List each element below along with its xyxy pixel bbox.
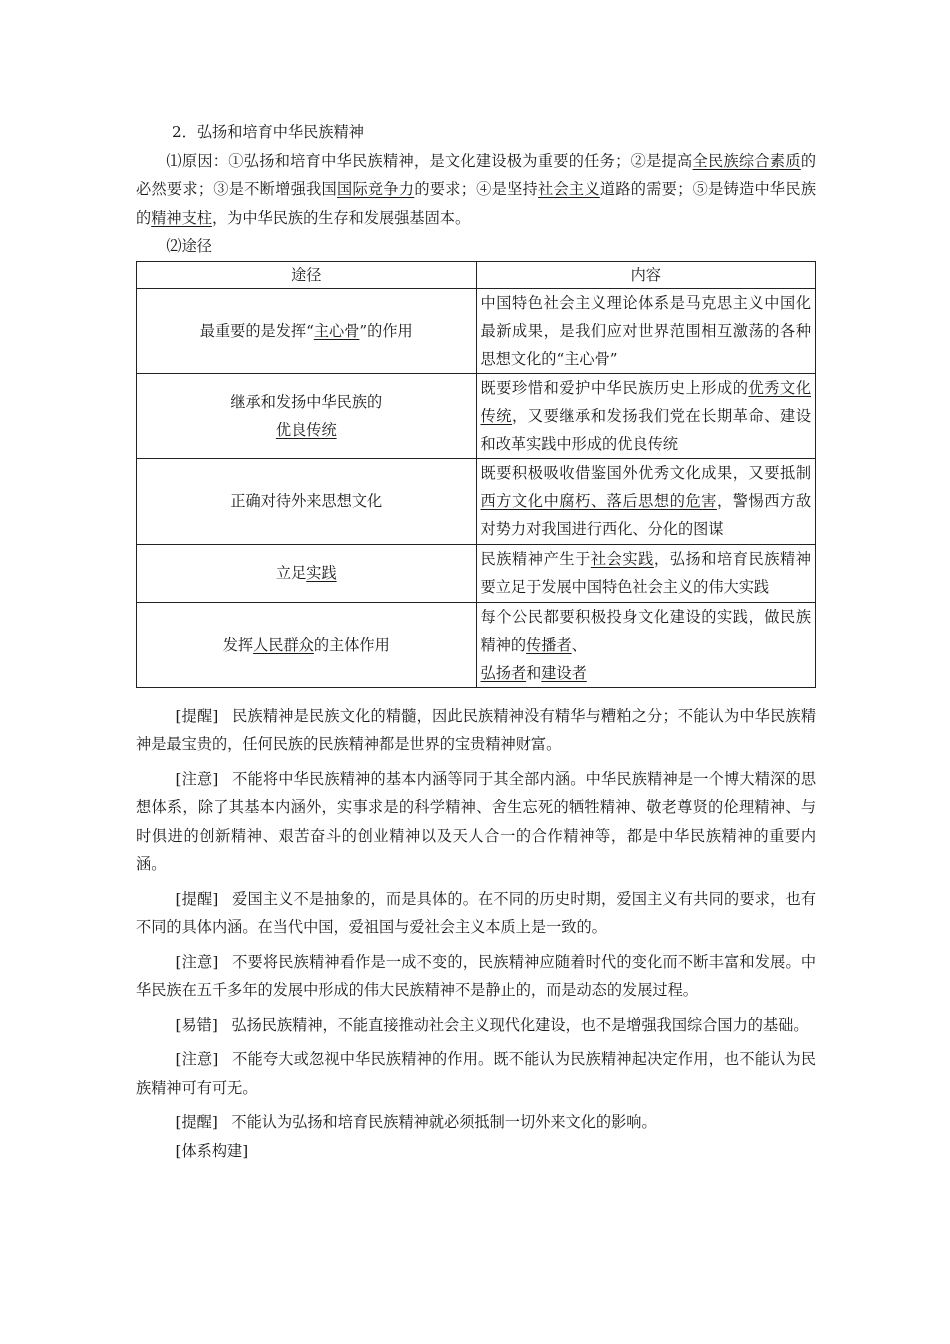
note-text: 民族精神是民族文化的精髓，因此民族精神没有精华与糟粕之分；不能认为中华民族精神是最宝贵的，任何民族的民族精神都是世界的宝贵精神财富。 [136, 706, 817, 753]
reason-text: 的必然要求；③是不断增强我国 [136, 151, 817, 198]
reason-text: 道路的需要；⑤是铸造中华民族的 [136, 180, 817, 227]
note-tag: [注意] [175, 1050, 219, 1068]
route-cell: 继承和发扬中华民族的 优良传统 [137, 373, 477, 458]
reason-paragraph [136, 147, 816, 233]
reason-text: 的要求；④是坚持 [414, 180, 538, 198]
note-tag: [提醒] [175, 1113, 218, 1131]
content-cell: 中国特色社会主义理论体系是马克思主义中国化最新成果，是我们应对世界范围相互激荡的各种思想文化的“主心骨” [476, 288, 816, 373]
reason-text: ⑴原因：①弘扬和培育中华民族精神，是文化建设极为重要的任务；②是提高 [166, 151, 693, 170]
note-paragraph [136, 1108, 816, 1137]
note-tag: [易错] [175, 1015, 218, 1034]
route-cell: 立足实践 [137, 544, 477, 602]
note-text: 不能认为弘扬和培育民族精神就必须抵制一切外来文化的影响。 [231, 1113, 657, 1131]
key-term: 社会主义 [538, 180, 600, 198]
key-term: 国际竞争力 [337, 180, 415, 198]
note-paragraph [136, 948, 816, 1005]
note-text: 爱国主义不是抽象的，而是具体的。在不同的历史时期，爱国主义有共同的要求，也有不同的具体内涵。在当代中国，爱祖国与爱社会主义本质上是一致的。 [136, 889, 817, 936]
note-tag: [提醒] [175, 889, 219, 908]
route-cell: 正确对待外来思想文化 [137, 458, 477, 544]
reason-text: ，为中华民族的生存和发展强基固本。 [211, 208, 471, 227]
table-row [137, 458, 816, 544]
table-row [137, 288, 816, 373]
note-text: 不能将中华民族精神的基本内涵等同于其全部内涵。中华民族精神是一个博大精深的思想体系，除了其基本内涵外，实事求是的科学精神、舍生忘死的牺牲精神、敬老尊贤的伦理精神、与时俱进的创新精神、艰苦奋斗的创业精神以及天人合一的合作精神等，都是中华民族精神的重要内涵。 [136, 769, 817, 873]
note-tag: [注意] [175, 952, 219, 971]
route-cell: 发挥人民群众的主体作用 [137, 602, 477, 687]
content-cell: 民族精神产生于社会实践，弘扬和培育民族精神要立足于发展中国特色社会主义的伟大实践 [476, 544, 816, 602]
column-header-route: 途径 [137, 261, 477, 288]
note-paragraph [136, 702, 816, 759]
content-cell: 既要积极吸收借鉴国外优秀文化成果，又要抵制西方文化中腐朽、落后思想的危害，警惕西方敌对势力对我国进行西化、分化的图谋 [476, 458, 816, 544]
note-paragraph [136, 1045, 816, 1102]
content-cell: 既要珍惜和爱护中华民族历史上形成的优秀文化传统，又要继承和发扬我们党在长期革命、建设和改革实践中形成的优良传统 [476, 373, 816, 458]
table-row [137, 373, 816, 458]
column-header-content: 内容 [476, 261, 816, 288]
route-cell: 最重要的是发挥“主心骨”的作用 [137, 288, 477, 373]
key-term: 精神支柱 [151, 208, 212, 227]
route-heading: ⑵途径 [166, 237, 212, 255]
note-tag: [注意] [175, 769, 219, 788]
note-paragraph [136, 885, 816, 942]
table-header-row [137, 261, 816, 288]
system-build-heading: [体系构建] [175, 1141, 249, 1160]
note-tag: [提醒] [175, 706, 219, 725]
key-term: 全民族综合素质 [692, 151, 801, 170]
route-table [136, 261, 816, 688]
content-cell: 每个公民都要积极投身文化建设的实践，做民族精神的传播者、 弘扬者和建设者 [476, 602, 816, 687]
note-paragraph [136, 765, 816, 879]
section-heading: 2．弘扬和培育中华民族精神 [172, 123, 364, 141]
note-text: 不能夸大或忽视中华民族精神的作用。既不能认为民族精神起决定作用，也不能认为民族精神可有可无。 [136, 1050, 817, 1097]
table-row [137, 544, 816, 602]
note-paragraph [136, 1011, 816, 1040]
note-text: 弘扬民族精神，不能直接推动社会主义现代化建设，也不是增强我国综合国力的基础。 [231, 1015, 809, 1034]
document-page [136, 118, 816, 1165]
table-row [137, 602, 816, 687]
note-text: 不要将民族精神看作是一成不变的，民族精神应随着时代的变化而不断丰富和发展。中华民族在五千多年的发展中形成的伟大民族精神不是静止的，而是动态的发展过程。 [136, 952, 817, 999]
